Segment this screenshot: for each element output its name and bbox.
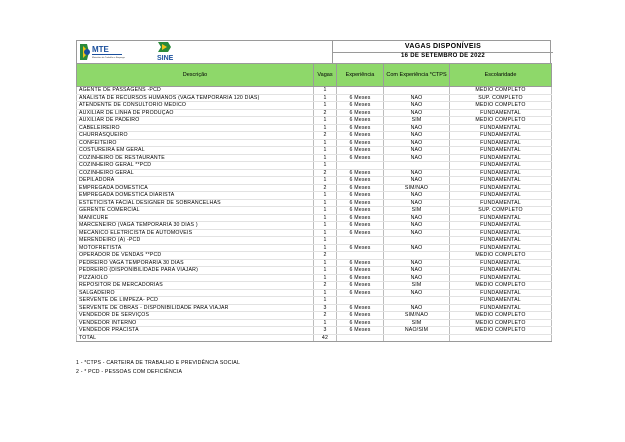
cell-ctps-experience: [384, 237, 450, 245]
cell-vacancies: 2: [314, 109, 337, 117]
cell-experience: 6 Meses: [337, 289, 384, 297]
footnotes: [76, 359, 240, 377]
cell-education: MÉDIO COMPLETO: [450, 117, 552, 125]
cell-ctps-experience: NÃO: [384, 222, 450, 230]
cell-education: MÉDIO COMPLETO: [450, 319, 552, 327]
cell-ctps-experience: SIM: [384, 117, 450, 125]
cell-experience: 6 Meses: [337, 312, 384, 320]
cell-vacancies: 1: [314, 192, 337, 200]
table-row: [77, 274, 552, 282]
table-row: [77, 169, 552, 177]
cell-vacancies: 1: [314, 297, 337, 305]
cell-vacancies: 1: [314, 177, 337, 185]
cell-experience: 6 Meses: [337, 154, 384, 162]
mte-logo-subtitle: Ministério do Trabalho e Emprego: [92, 57, 125, 59]
table-row: [77, 199, 552, 207]
cell-description: CABELEIREIRO: [77, 124, 314, 132]
table-row: [77, 132, 552, 140]
cell-education: FUNDAMENTAL: [450, 304, 552, 312]
cell-education: SUP. COMPLETO: [450, 207, 552, 215]
cell-vacancies: 2: [314, 132, 337, 140]
cell-vacancies: 1: [314, 274, 337, 282]
cell-experience: [337, 252, 384, 260]
column-header-experience: Experiência: [337, 64, 384, 87]
cell-education: FUNDAMENTAL: [450, 169, 552, 177]
cell-ctps-experience: NÃO: [384, 289, 450, 297]
cell-education: FUNDAMENTAL: [450, 222, 552, 230]
cell-education: FUNDAMENTAL: [450, 289, 552, 297]
cell-description: MARCENEIRO (VAGA TEMPORÁRIA 30 DIAS ): [77, 222, 314, 230]
table-header-row: [77, 64, 552, 87]
cell-description: CONFEITEIRO: [77, 139, 314, 147]
cell-description: COZINHEIRO DE RESTAURANTE: [77, 154, 314, 162]
table-row: [77, 267, 552, 275]
cell-experience: 6 Meses: [337, 184, 384, 192]
cell-experience: 6 Meses: [337, 177, 384, 185]
total-row: [77, 334, 552, 342]
column-header-ctps-experience: Com Experiência *CTPS: [384, 64, 450, 87]
cell-education: FUNDAMENTAL: [450, 124, 552, 132]
cell-ctps-experience: [384, 297, 450, 305]
cell-description: COSTUREIRA EM GERAL: [77, 147, 314, 155]
table-row: [77, 109, 552, 117]
cell-ctps-experience: NÃO: [384, 214, 450, 222]
cell-vacancies: 1: [314, 154, 337, 162]
total-label: TOTAL: [77, 334, 314, 342]
cell-education: FUNDAMENTAL: [450, 192, 552, 200]
cell-description: SERVENTE DE LIMPEZA- PCD: [77, 297, 314, 305]
cell-vacancies: 1: [314, 214, 337, 222]
total-value: 42: [314, 334, 337, 342]
cell-vacancies: 1: [314, 199, 337, 207]
cell-description: PEDREIRO (DISPONIBILIDADE PARA VIAJAR): [77, 267, 314, 275]
cell-experience: 6 Meses: [337, 319, 384, 327]
cell-experience: 6 Meses: [337, 199, 384, 207]
cell-education: SUP. COMPLETO: [450, 94, 552, 102]
cell-ctps-experience: NÃO: [384, 132, 450, 140]
cell-experience: 6 Meses: [337, 222, 384, 230]
cell-ctps-experience: [384, 87, 450, 95]
cell-ctps-experience: NÃO: [384, 177, 450, 185]
cell-vacancies: 1: [314, 117, 337, 125]
table-row: [77, 102, 552, 110]
cell-experience: 6 Meses: [337, 244, 384, 252]
cell-education: FUNDAMENTAL: [450, 109, 552, 117]
table-row: [77, 162, 552, 170]
cell-description: PEDREIRO VAGA TEMPORÁRIA 30 DIAS: [77, 259, 314, 267]
cell-education: FUNDAMENTAL: [450, 132, 552, 140]
cell-description: SERVENTE DE OBRAS - DISPONIBILIDADE PARA VIAJAR: [77, 304, 314, 312]
cell-vacancies: 1: [314, 102, 337, 110]
cell-description: MERENDEIRO (A) -PCD: [77, 237, 314, 245]
cell-experience: 6 Meses: [337, 139, 384, 147]
total-empty-cell: [450, 334, 552, 342]
table-row: [77, 177, 552, 185]
total-empty-cell: [337, 334, 384, 342]
cell-description: MANICURE: [77, 214, 314, 222]
column-header-education: Escolaridade: [450, 64, 552, 87]
cell-description: VENDEDOR PRACISTA: [77, 327, 314, 335]
cell-description: VENDEDOR INTERNO: [77, 319, 314, 327]
mte-logo: [77, 41, 125, 63]
cell-vacancies: 1: [314, 87, 337, 95]
cell-vacancies: 3: [314, 304, 337, 312]
cell-ctps-experience: NÃO: [384, 192, 450, 200]
cell-education: FUNDAMENTAL: [450, 229, 552, 237]
cell-ctps-experience: NÃO: [384, 229, 450, 237]
cell-ctps-experience: SIM/NÃO: [384, 184, 450, 192]
cell-ctps-experience: SIM/NÃO: [384, 312, 450, 320]
cell-description: COZINHEIRO GERAL: [77, 169, 314, 177]
table-row: [77, 319, 552, 327]
cell-ctps-experience: NÃO: [384, 94, 450, 102]
cell-description: AUXILIAR DE LINHA DE PRODUÇÃO: [77, 109, 314, 117]
cell-education: MÉDIO COMPLETO: [450, 312, 552, 320]
cell-education: MÉDIO COMPLETO: [450, 252, 552, 260]
cell-education: FUNDAMENTAL: [450, 214, 552, 222]
cell-description: EMPREGADA DOMÉSTICA DIARISTA: [77, 192, 314, 200]
page-date: 16 DE SETEMBRO DE 2022: [401, 53, 485, 59]
cell-vacancies: 3: [314, 327, 337, 335]
cell-experience: [337, 297, 384, 305]
logo-row: [76, 40, 551, 63]
cell-experience: 6 Meses: [337, 102, 384, 110]
cell-description: AUXILIAR DE PADEIRO: [77, 117, 314, 125]
cell-description: MOTOFRETISTA: [77, 244, 314, 252]
cell-education: FUNDAMENTAL: [450, 267, 552, 275]
cell-education: FUNDAMENTAL: [450, 199, 552, 207]
cell-experience: 6 Meses: [337, 282, 384, 290]
column-header-vacancies: Vagas: [314, 64, 337, 87]
cell-ctps-experience: [384, 252, 450, 260]
cell-experience: 6 Meses: [337, 132, 384, 140]
mte-logo-text: MTE: [92, 45, 109, 54]
cell-ctps-experience: NÃO: [384, 147, 450, 155]
cell-ctps-experience: [384, 162, 450, 170]
cell-education: FUNDAMENTAL: [450, 162, 552, 170]
cell-vacancies: 1: [314, 237, 337, 245]
cell-experience: 6 Meses: [337, 117, 384, 125]
table-row: [77, 304, 552, 312]
cell-vacancies: 1: [314, 94, 337, 102]
cell-vacancies: 1: [314, 229, 337, 237]
cell-ctps-experience: NÃO: [384, 274, 450, 282]
cell-ctps-experience: NÃO: [384, 267, 450, 275]
table-row: [77, 259, 552, 267]
cell-ctps-experience: SIM: [384, 207, 450, 215]
table-row: [77, 117, 552, 125]
table-row: [77, 327, 552, 335]
table-row: [77, 297, 552, 305]
cell-description: CHURRASQUEIRO: [77, 132, 314, 140]
cell-education: MÉDIO COMPLETO: [450, 87, 552, 95]
table-body: [77, 87, 552, 335]
cell-vacancies: 2: [314, 252, 337, 260]
cell-education: FUNDAMENTAL: [450, 147, 552, 155]
cell-vacancies: 1: [314, 259, 337, 267]
cell-experience: [337, 162, 384, 170]
cell-education: MÉDIO COMPLETO: [450, 282, 552, 290]
cell-ctps-experience: NÃO/SIM: [384, 327, 450, 335]
table-row: [77, 282, 552, 290]
cell-ctps-experience: NÃO: [384, 124, 450, 132]
table-row: [77, 207, 552, 215]
cell-ctps-experience: NÃO: [384, 259, 450, 267]
cell-vacancies: 2: [314, 169, 337, 177]
cell-vacancies: 1: [314, 222, 337, 230]
cell-description: GERENTE COMERCIAL: [77, 207, 314, 215]
cell-vacancies: 2: [314, 282, 337, 290]
table-row: [77, 252, 552, 260]
cell-experience: 6 Meses: [337, 124, 384, 132]
cell-education: FUNDAMENTAL: [450, 274, 552, 282]
cell-experience: 6 Meses: [337, 214, 384, 222]
cell-vacancies: 1: [314, 147, 337, 155]
cell-description: ATENDENTE DE CONSULTÓRIO MÉDICO: [77, 102, 314, 110]
cell-education: FUNDAMENTAL: [450, 244, 552, 252]
cell-vacancies: 1: [314, 319, 337, 327]
cell-description: EMPREGADA DOMÉSTICA: [77, 184, 314, 192]
cell-vacancies: 1: [314, 162, 337, 170]
cell-ctps-experience: SIM: [384, 282, 450, 290]
cell-experience: 6 Meses: [337, 327, 384, 335]
sine-logo: [153, 41, 181, 63]
cell-description: MECÂNICO ELETRICISTA DE AUTOMÓVEIS: [77, 229, 314, 237]
cell-experience: 6 Meses: [337, 192, 384, 200]
table-row: [77, 312, 552, 320]
table-row: [77, 139, 552, 147]
table-row: [77, 229, 552, 237]
cell-experience: 6 Meses: [337, 229, 384, 237]
footnote-pcd: 2 - * PCD - PESSOAS COM DEFICIÊNCIA: [76, 369, 183, 375]
column-header-description: Descrição: [77, 64, 314, 87]
cell-experience: 6 Meses: [337, 207, 384, 215]
cell-vacancies: 2: [314, 184, 337, 192]
cell-experience: 6 Meses: [337, 169, 384, 177]
vacancy-table: [76, 63, 552, 342]
cell-ctps-experience: NÃO: [384, 154, 450, 162]
cell-description: SALGADEIRO: [77, 289, 314, 297]
cell-vacancies: 1: [314, 139, 337, 147]
title-block: [332, 41, 553, 63]
footnote-ctps: 1 - *CTPS - CARTEIRA DE TRABALHO E PREVIDÊNCIA SOCIAL: [76, 360, 241, 366]
total-empty-cell: [384, 334, 450, 342]
cell-vacancies: 1: [314, 244, 337, 252]
cell-description: PIZZAIOLO: [77, 274, 314, 282]
cell-ctps-experience: NÃO: [384, 169, 450, 177]
cell-description: ESTETICISTA FACIAL DESIGNER DE SOBRANCELHAS: [77, 199, 314, 207]
sine-logo-text: SINE: [157, 55, 174, 62]
cell-education: FUNDAMENTAL: [450, 154, 552, 162]
table-row: [77, 244, 552, 252]
cell-description: COZINHEIRO GERAL **PCD: [77, 162, 314, 170]
cell-education: FUNDAMENTAL: [450, 184, 552, 192]
table-row: [77, 192, 552, 200]
table-row: [77, 154, 552, 162]
cell-description: VENDEDOR DE SERVIÇOS: [77, 312, 314, 320]
cell-education: FUNDAMENTAL: [450, 297, 552, 305]
cell-ctps-experience: NÃO: [384, 304, 450, 312]
cell-experience: 6 Meses: [337, 274, 384, 282]
table-row: [77, 184, 552, 192]
cell-ctps-experience: SIM: [384, 319, 450, 327]
cell-description: REPOSITOR DE MERCADORIAS: [77, 282, 314, 290]
cell-experience: [337, 237, 384, 245]
cell-vacancies: 1: [314, 124, 337, 132]
cell-education: FUNDAMENTAL: [450, 237, 552, 245]
table-row: [77, 147, 552, 155]
cell-education: FUNDAMENTAL: [450, 177, 552, 185]
cell-description: DEPILADORA: [77, 177, 314, 185]
table-row: [77, 87, 552, 95]
cell-vacancies: 2: [314, 312, 337, 320]
cell-experience: [337, 87, 384, 95]
cell-vacancies: 1: [314, 207, 337, 215]
cell-experience: 6 Meses: [337, 267, 384, 275]
cell-ctps-experience: NÃO: [384, 199, 450, 207]
table-row: [77, 214, 552, 222]
cell-ctps-experience: NÃO: [384, 109, 450, 117]
table-row: [77, 222, 552, 230]
cell-education: MÉDIO COMPLETO: [450, 102, 552, 110]
cell-description: ANALISTA DE RECURSOS HUMANOS (VAGA TEMPORÁRIA 120 DIAS): [77, 94, 314, 102]
table-row: [77, 94, 552, 102]
cell-ctps-experience: NÃO: [384, 102, 450, 110]
cell-vacancies: 1: [314, 267, 337, 275]
cell-experience: 6 Meses: [337, 147, 384, 155]
vacancy-sheet: [76, 40, 551, 342]
table-row: [77, 289, 552, 297]
cell-vacancies: 1: [314, 289, 337, 297]
cell-ctps-experience: NÃO: [384, 139, 450, 147]
cell-education: FUNDAMENTAL: [450, 259, 552, 267]
table-row: [77, 124, 552, 132]
cell-education: MÉDIO COMPLETO: [450, 327, 552, 335]
cell-experience: 6 Meses: [337, 109, 384, 117]
table-row: [77, 237, 552, 245]
page-title: VAGAS DISPONÍVEIS: [404, 43, 482, 50]
cell-description: AGENTE DE PASSAGENS -PCD: [77, 87, 314, 95]
cell-experience: 6 Meses: [337, 304, 384, 312]
cell-experience: 6 Meses: [337, 94, 384, 102]
cell-experience: 6 Meses: [337, 259, 384, 267]
cell-education: FUNDAMENTAL: [450, 139, 552, 147]
cell-ctps-experience: NÃO: [384, 244, 450, 252]
cell-description: OPERADOR DE VENDAS **PCD: [77, 252, 314, 260]
